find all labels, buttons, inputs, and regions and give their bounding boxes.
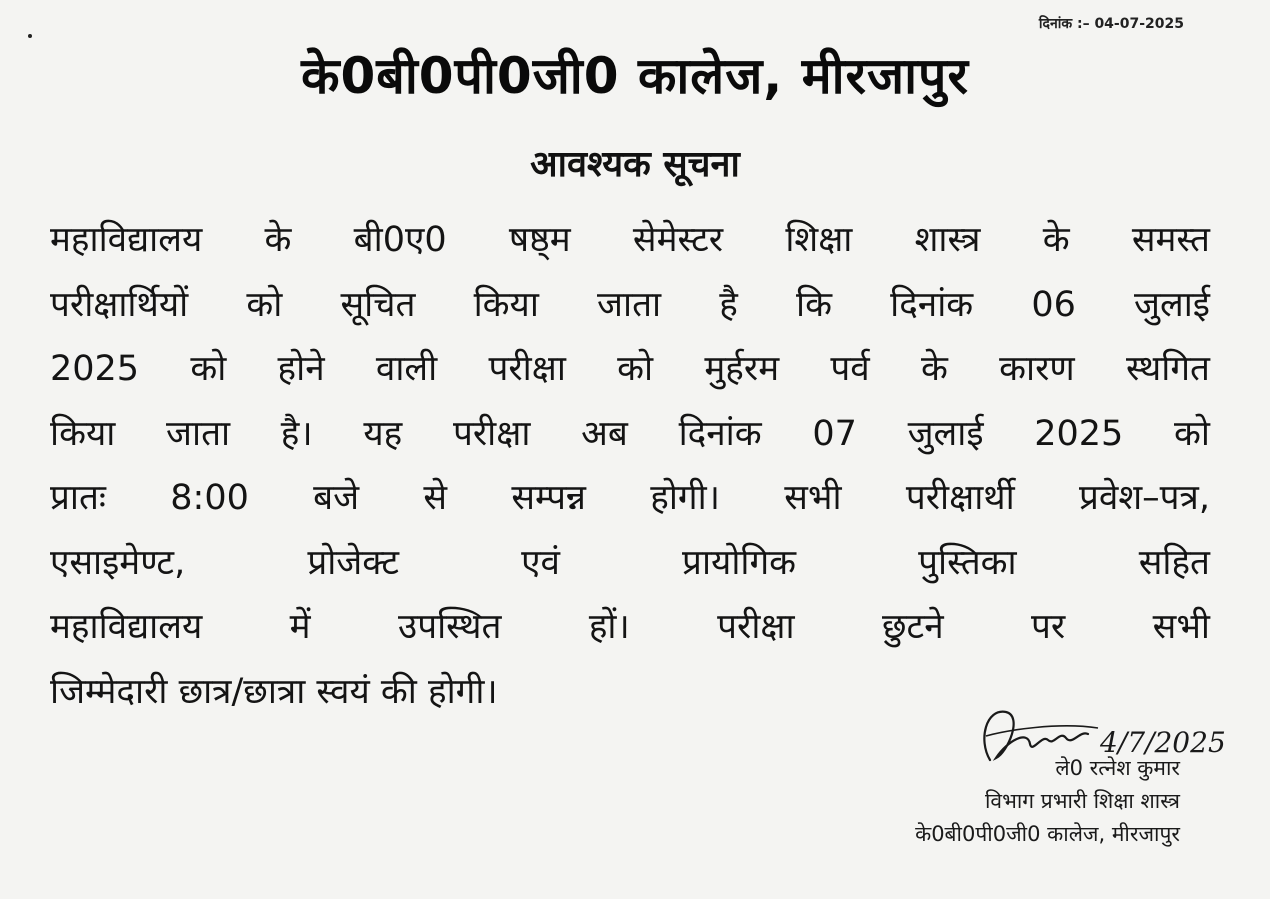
body-line: किया जाता है। यह परीक्षा अब दिनांक 07 जुलाई 2025 को [50,413,1210,454]
body-line: महाविद्यालय में उपस्थित हों। परीक्षा छुटने पर सभी [50,607,1210,647]
notice-date: दिनांक :– 04-07-2025 [1038,16,1184,32]
handwritten-date: 4/7/2025 [1100,726,1226,759]
college-name-heading: के0बी0पी0जी0 कालेज, मीरजापुर [301,47,969,105]
signatory-institution: के0बी0पी0जी0 कालेज, मीरजापुर [915,822,1180,846]
body-line: एसाइमेण्ट, प्रोजेक्ट एवं प्रायोगिक पुस्तिका सहित [50,542,1210,583]
signature-block [850,752,1180,851]
body-line: परीक्षार्थियों को सूचित किया जाता है कि दिनांक 06 जुलाई [50,284,1210,325]
signatory-designation: विभाग प्रभारी शिक्षा शास्त्र [984,789,1180,813]
body-line: महाविद्यालय के बी0ए0 षष्ठ्म सेमेस्टर शिक्षा शास्त्र के समस्त [50,220,1210,260]
ink-dot [28,34,32,38]
notice-title-text: आवश्यक सूचना [530,144,740,185]
signatory-name: ले0 रत्नेश कुमार [1055,756,1180,780]
body-line: प्रातः 8:00 बजे से सम्पन्न होगी। सभी परीक्षार्थी प्रवेश–पत्र, [50,478,1210,518]
body-line: जिम्मेदारी छात्र/छात्रा स्वयं की होगी। [50,671,498,712]
notice-body [50,208,1210,724]
notice-title [0,138,1270,187]
body-line: 2025 को होने वाली परीक्षा को मुर्हरम पर्व के कारण स्थगित [50,349,1210,389]
